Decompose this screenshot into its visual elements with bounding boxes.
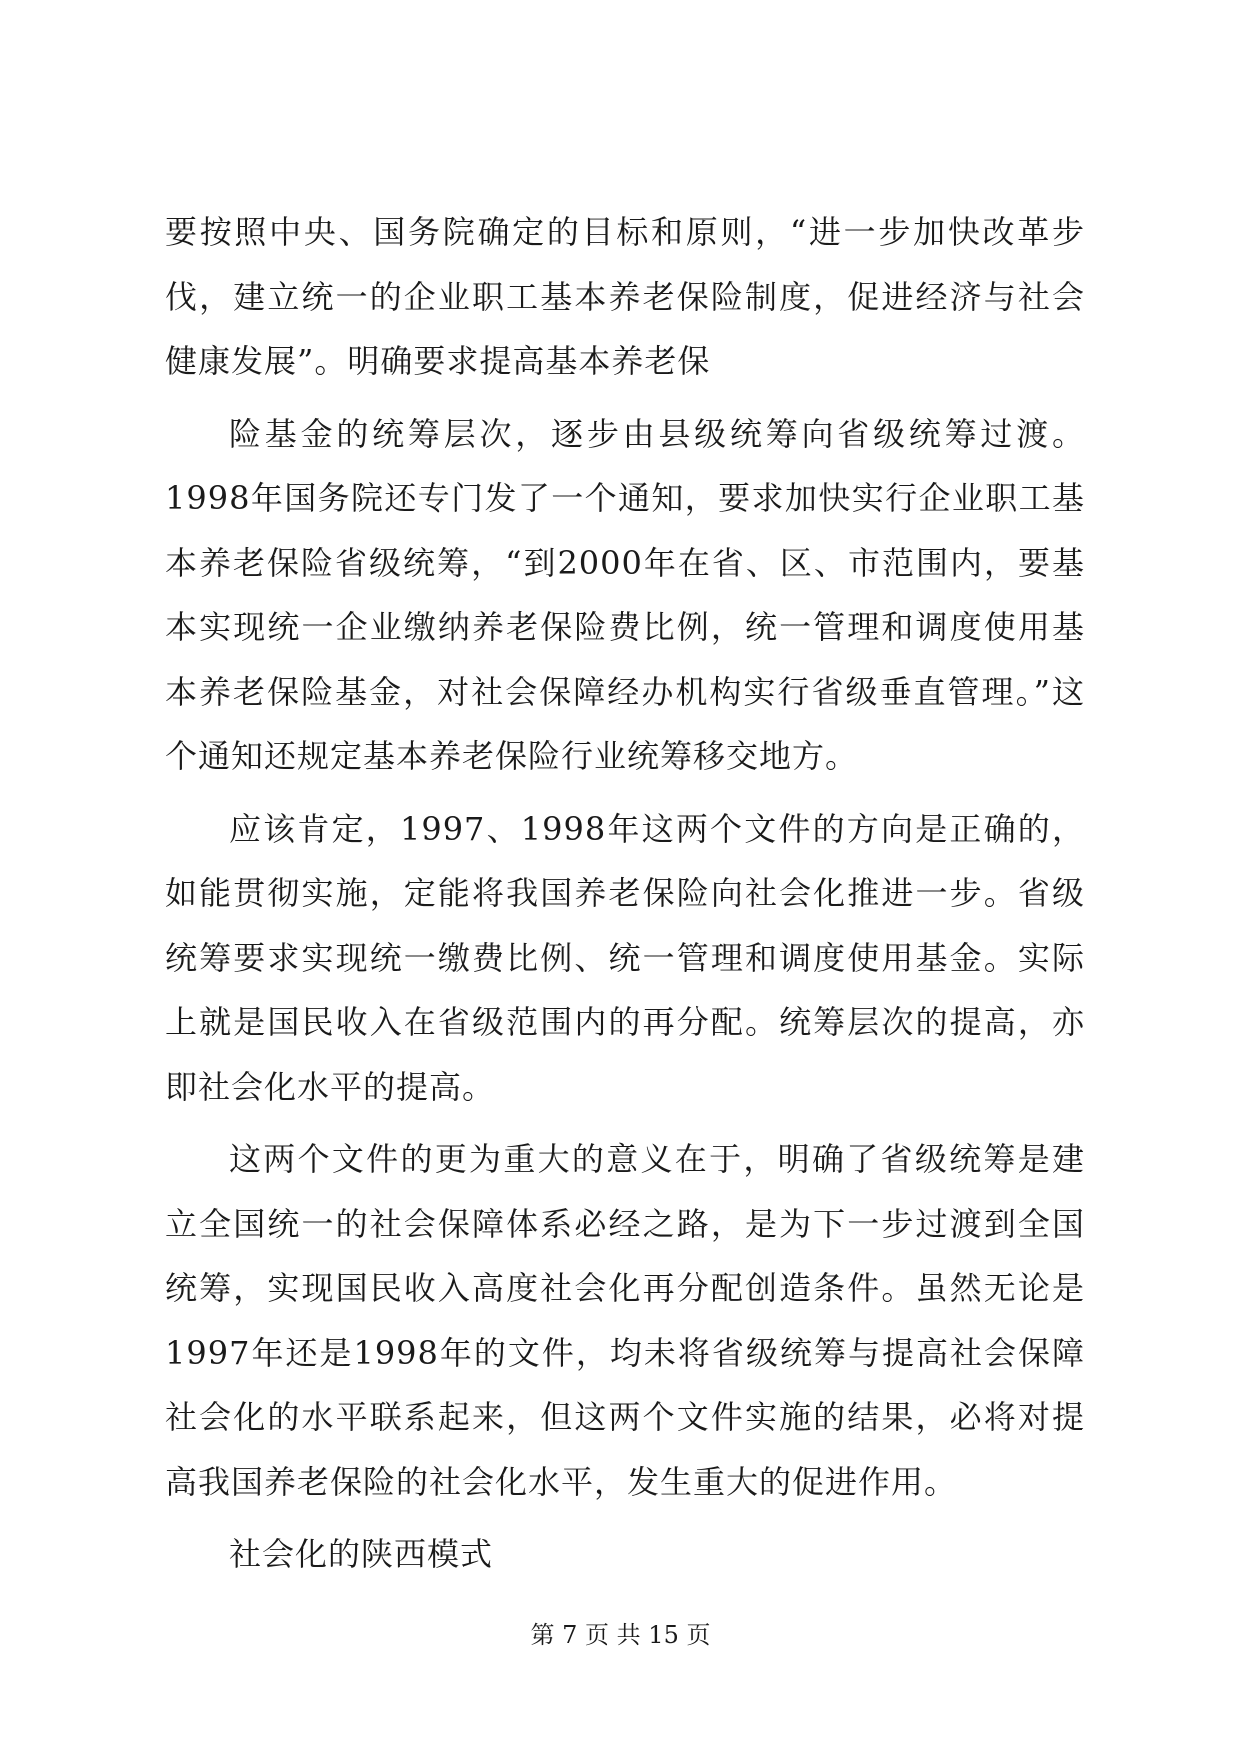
paragraph-significance: 这两个文件的更为重大的意义在于，明确了省级统筹是建立全国统一的社会保障体系必经之路，是为下一步过渡到全国统筹，实现国民收入高度社会化再分配创造条件。虽然无论是1997年还是1998年的文件，均未将省级统筹与提高社会保障社会化的水平联系起来，但这两个文件实施的结果，必将对提高我国养老保险的社会化水平，发生重大的促进作用。 — [165, 1140, 1085, 1501]
paragraph-provincial-pooling: 险基金的统筹层次，逐步由县级统筹向省级统筹过渡。1998年国务院还专门发了一个通知，要求加快实行企业职工基本养老保险省级统筹，“到2000年在省、区、市范围内，要基本实现统一企业缴纳养老保险费比例，统一管理和调度使用基本养老保险基金，对社会保障经办机构实行省级垂直管理。”这个通知还规定基本养老保险行业统筹移交地方。 — [165, 414, 1085, 775]
page-footer: 第 7 页 共 15 页 — [530, 1621, 711, 1649]
section-heading-shaanxi-model: 社会化的陕西模式 — [229, 1535, 494, 1573]
document-body — [165, 200, 1085, 1595]
paragraph-affirmation: 应该肯定，1997、1998年这两个文件的方向是正确的，如能贯彻实施，定能将我国养老保险向社会化推进一步。省级统筹要求实现统一缴费比例、统一管理和调度使用基金。实际上就是国民收入在省级范围内的再分配。统筹层次的提高，亦即社会化水平的提高。 — [165, 809, 1085, 1106]
paragraph-continued: 要按照中央、国务院确定的目标和原则，“进一步加快改革步伐，建立统一的企业职工基本养老保险制度，促进经济与社会健康发展”。明确要求提高基本养老保 — [165, 213, 1085, 380]
